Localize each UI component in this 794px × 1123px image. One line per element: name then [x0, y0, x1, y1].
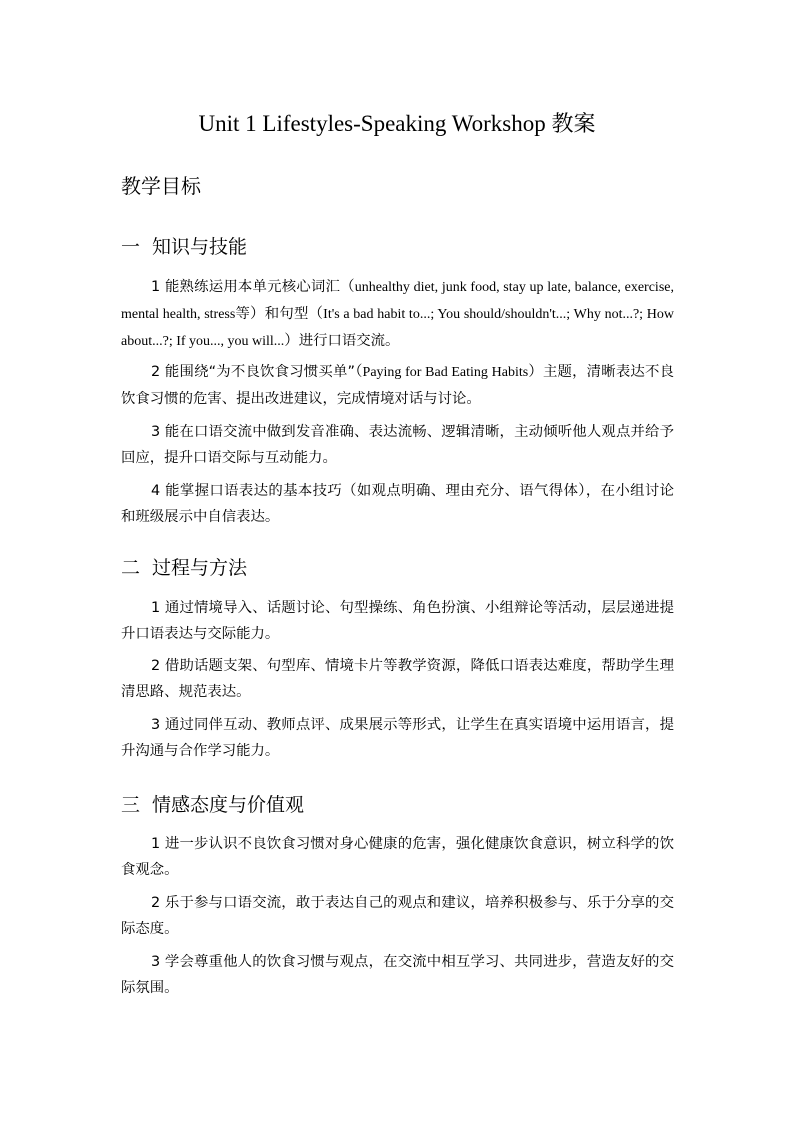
- paragraph-text: 等）和句型（: [235, 306, 324, 322]
- objective-paragraph: [121, 274, 674, 355]
- objective-paragraph: 2 借助话题支架、句型库、情境卡片等教学资源，降低口语表达难度，帮助学生理清思路、规范表达。: [121, 658, 674, 700]
- paragraph-sentence-patterns: It's a bad habit to...; You should/shouldn't...; Why not...?; How about...?; If you..., you will...: [121, 307, 674, 349]
- section-number: 二: [121, 557, 141, 579]
- objective-paragraph: 4 能掌握口语表达的基本技巧（如观点明确、理由充分、语气得体），在小组讨论和班级展示中自信表达。: [121, 483, 674, 525]
- section-number: 三: [121, 794, 141, 816]
- paragraph-text: 2 能围绕“为不良饮食习惯买单”（: [151, 364, 363, 380]
- objective-paragraph: 1 通过情境导入、话题讨论、句型操练、角色扮演、小组辩论等活动，层层递进提升口语表达与交际能力。: [121, 600, 674, 642]
- objective-paragraph: 1 进一步认识不良饮食习惯对身心健康的危害，强化健康饮食意识，树立科学的饮食观念。: [121, 836, 674, 878]
- paragraph-text: ）进行口语交流。: [284, 333, 400, 349]
- objective-paragraph: 3 学会尊重他人的饮食习惯与观点，在交流中相互学习、共同进步，营造友好的交际氛围。: [121, 954, 674, 996]
- objective-paragraph: 3 能在口语交流中做到发音准确、表达流畅、逻辑清晰，主动倾听他人观点并给予回应，提升口语交际与互动能力。: [121, 424, 674, 466]
- paragraph-topic: Paying for Bad Eating Habits: [362, 365, 529, 380]
- document-title-english: Unit 1 Lifestyles-Speaking Workshop: [198, 111, 546, 136]
- teaching-objectives-heading: 教学目标: [121, 174, 201, 198]
- paragraph-text: ）主题，清晰表达不良饮食习惯的危害、提出改进建议，完成情境对话与讨论。: [121, 364, 674, 407]
- section-heading-knowledge-skills: [121, 232, 247, 262]
- section-label: 知识与技能: [152, 236, 248, 258]
- section-label: 情感态度与价值观: [152, 794, 305, 816]
- objective-paragraph: [121, 359, 674, 412]
- document-title: [0, 108, 794, 141]
- section-heading-process-methods: [121, 553, 247, 583]
- document-title-chinese: 教案: [551, 112, 596, 137]
- paragraph-text: 1 能熟练运用本单元核心词汇（: [151, 279, 355, 295]
- objective-paragraph: 2 乐于参与口语交流，敢于表达自己的观点和建议，培养积极参与、乐于分享的交际态度。: [121, 895, 674, 937]
- section-heading-attitudes-values: [121, 790, 304, 820]
- objective-paragraph: 3 通过同伴互动、教师点评、成果展示等形式，让学生在真实语境中运用语言，提升沟通与合作学习能力。: [121, 717, 674, 759]
- section-number: 一: [121, 236, 141, 258]
- paragraph-vocabulary: unhealthy diet, junk food, stay up late, balance, exercise, mental health, stress: [121, 280, 674, 322]
- section-label: 过程与方法: [152, 557, 248, 579]
